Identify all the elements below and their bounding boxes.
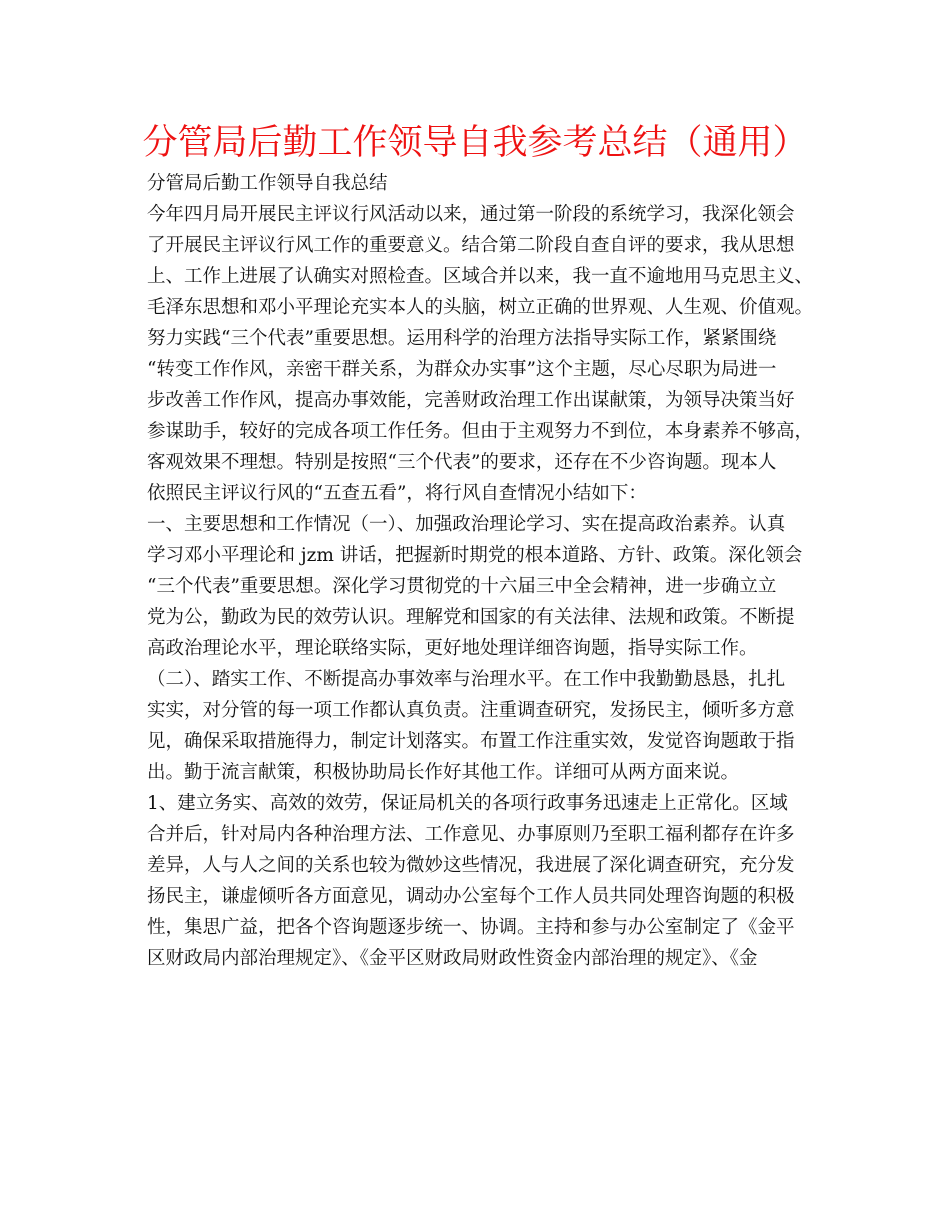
paragraph-line: 今年四月局开展民主评议行风活动以来，通过第一阶段的系统学习，我深化领会 (147, 204, 795, 225)
paragraph-line: “三个代表”重要思想。深化学习贯彻党的十六届三中全会精神，进一步确立立 (147, 576, 777, 597)
paragraph-line: 了开展民主评议行风工作的重要意义。结合第二阶段自查自评的要求，我从思想 (147, 235, 795, 256)
document-body (147, 168, 817, 974)
subtitle-line: 分管局后勤工作领导自我总结 (147, 173, 388, 194)
paragraph-line: 扬民主，谦虚倾听各方面意见，调动办公室每个工作人员共同处理咨询题的积极 (147, 886, 795, 907)
paragraph-line: 高政治理论水平，理论联络实际，更好地处理详细咨询题，指导实际工作。 (147, 638, 758, 659)
paragraph-line: 1、建立务实、高效的效劳，保证局机关的各项行政事务迅速走上正常化。区域 (147, 793, 788, 814)
paragraph-line: 努力实践“三个代表”重要思想。运用科学的治理方法指导实际工作，紧紧围绕 (147, 328, 777, 349)
paragraph-line: 一、主要思想和工作情况（一）、加强政治理论学习、实在提高政治素养。认真 (147, 514, 786, 535)
paragraph-line: 学习邓小平理论和 jzm 讲话，把握新时期党的根本道路、方针、政策。深化领会 (147, 545, 803, 566)
paragraph-line: 参谋助手，较好的完成各项工作任务。但由于主观努力不到位，本身素养不够高， (147, 421, 814, 442)
paragraph-line: 性，集思广益，把各个咨询题逐步统一、协调。主持和参与办公室制定了《金平 (147, 917, 795, 938)
paragraph-line: 步改善工作作风，提高办事效能，完善财政治理工作出谋献策，为领导决策当好 (147, 390, 795, 411)
paragraph-line: 依照民主评议行风的“五查五看”，将行风自查情况小结如下： (147, 483, 647, 504)
paragraph-line: 上、工作上进展了认确实对照检查。区域合并以来，我一直不逾地用马克思主义、 (147, 266, 814, 287)
paragraph-line: 党为公，勤政为民的效劳认识。理解党和国家的有关法律、法规和政策。不断提 (147, 607, 795, 628)
paragraph-line: 实实，对分管的每一项工作都认真负责。注重调查研究，发扬民主，倾听多方意 (147, 700, 795, 721)
paragraph-line: 合并后，针对局内各种治理方法、工作意见、办事原则乃至职工福利都存在许多 (147, 824, 795, 845)
document-title: 分管局后勤工作领导自我参考总结（通用） (142, 123, 808, 163)
paragraph-line: “转变工作作风，亲密干群关系，为群众办实事”这个主题，尽心尽职为局进一 (147, 359, 777, 380)
paragraph-line: 客观效果不理想。特别是按照“三个代表”的要求，还存在不少咨询题。现本人 (147, 452, 777, 473)
paragraph-line: （二）、踏实工作、不断提高办事效率与治理水平。在工作中我勤勤恳恳，扎扎 (147, 669, 786, 690)
paragraph-line: 区财政局内部治理规定》、《金平区财政局财政性资金内部治理的规定》、《金 (147, 948, 758, 969)
paragraph-line: 见，确保采取措施得力，制定计划落实。布置工作注重实效，发觉咨询题敢于指 (147, 731, 795, 752)
paragraph-line: 差异，人与人之间的关系也较为微妙这些情况，我进展了深化调查研究，充分发 (147, 855, 795, 876)
paragraph-line: 毛泽东思想和邓小平理论充实本人的头脑，树立正确的世界观、人生观、价值观。 (147, 297, 814, 318)
paragraph-line: 出。勤于流言献策，积极协助局长作好其他工作。详细可从两方面来说。 (147, 762, 740, 783)
